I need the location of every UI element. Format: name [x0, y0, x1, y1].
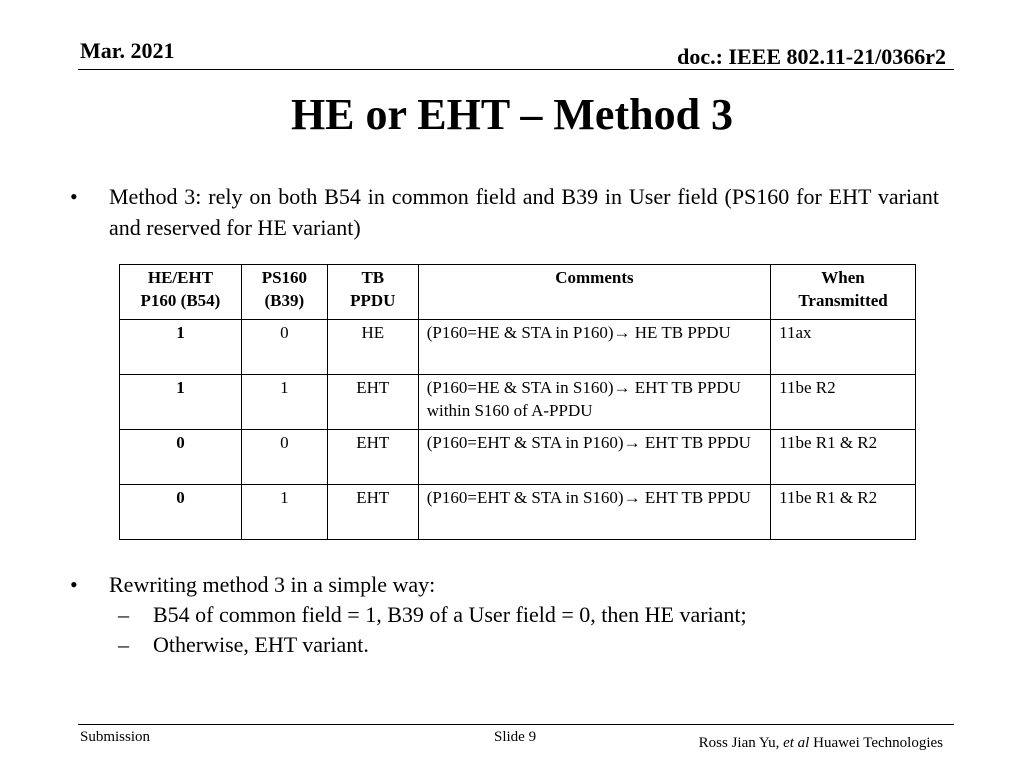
- table-row: [120, 320, 916, 375]
- footer-submission: Submission: [80, 729, 151, 745]
- cell-p160: 1: [120, 320, 242, 375]
- cell-comment: (P160=HE & STA in P160)→ HE TB PPDU: [418, 320, 770, 375]
- cell-when: 11be R1 & R2: [771, 485, 916, 540]
- cell-when: 11ax: [771, 320, 916, 375]
- footer-slide-number: Slide 9: [494, 729, 537, 745]
- bullet-text: Rewriting method 3 in a simple way:: [109, 572, 436, 597]
- cell-ps160: 0: [241, 430, 327, 485]
- header-divider: [78, 69, 954, 70]
- cell-ps160: 1: [241, 375, 327, 430]
- cell-when: 11be R1 & R2: [771, 430, 916, 485]
- bullet-marker: •: [70, 184, 78, 209]
- table-header-row: [120, 265, 916, 320]
- method3-table: [119, 264, 916, 540]
- header-date: Mar. 2021: [80, 38, 175, 63]
- column-header-when-transmitted: When Transmitted: [771, 265, 916, 320]
- cell-tb-ppdu: EHT: [327, 375, 418, 430]
- cell-tb-ppdu: EHT: [327, 485, 418, 540]
- cell-when: 11be R2: [771, 375, 916, 430]
- footer-divider: [78, 724, 954, 725]
- cell-ps160: 0: [241, 320, 327, 375]
- table-row: [120, 430, 916, 485]
- cell-p160: 0: [120, 430, 242, 485]
- table-row: [120, 375, 916, 430]
- bullet-marker: •: [70, 572, 78, 597]
- cell-comment: (P160=EHT & STA in P160)→ EHT TB PPDU: [418, 430, 770, 485]
- sub-bullet-marker: –: [118, 602, 129, 627]
- cell-ps160: 1: [241, 485, 327, 540]
- header-doc-id: doc.: IEEE 802.11-21/0366r2: [677, 44, 946, 69]
- slide-title: HE or EHT – Method 3: [290, 90, 734, 139]
- cell-p160: 0: [120, 485, 242, 540]
- column-header-tb-ppdu: TB PPDU: [327, 265, 418, 320]
- sub-bullet-marker: –: [118, 632, 129, 657]
- cell-tb-ppdu: EHT: [327, 430, 418, 485]
- sub-bullet-text: Otherwise, EHT variant.: [153, 632, 369, 657]
- column-header-p160: HE/EHT P160 (B54): [120, 265, 242, 320]
- column-header-comments: Comments: [418, 265, 770, 320]
- bullet-text: Method 3: rely on both B54 in common field and B39 in User field (PS160 for EHT variant and reserved for HE variant): [109, 184, 939, 240]
- sub-bullet-text: B54 of common field = 1, B39 of a User field = 0, then HE variant;: [153, 602, 747, 627]
- footer-organization: Huawei Technologies: [813, 735, 943, 751]
- cell-tb-ppdu: HE: [327, 320, 418, 375]
- footer-author: [699, 735, 943, 752]
- cell-p160: 1: [120, 375, 242, 430]
- footer-et-al: et al: [783, 735, 810, 751]
- footer-author-name: Ross Jian Yu,: [698, 735, 780, 751]
- cell-comment: (P160=HE & STA in S160)→ EHT TB PPDU within S160 of A-PPDU: [418, 375, 770, 430]
- table-row: [120, 485, 916, 540]
- column-header-ps160: PS160 (B39): [241, 265, 327, 320]
- cell-comment: (P160=EHT & STA in S160)→ EHT TB PPDU: [418, 485, 770, 540]
